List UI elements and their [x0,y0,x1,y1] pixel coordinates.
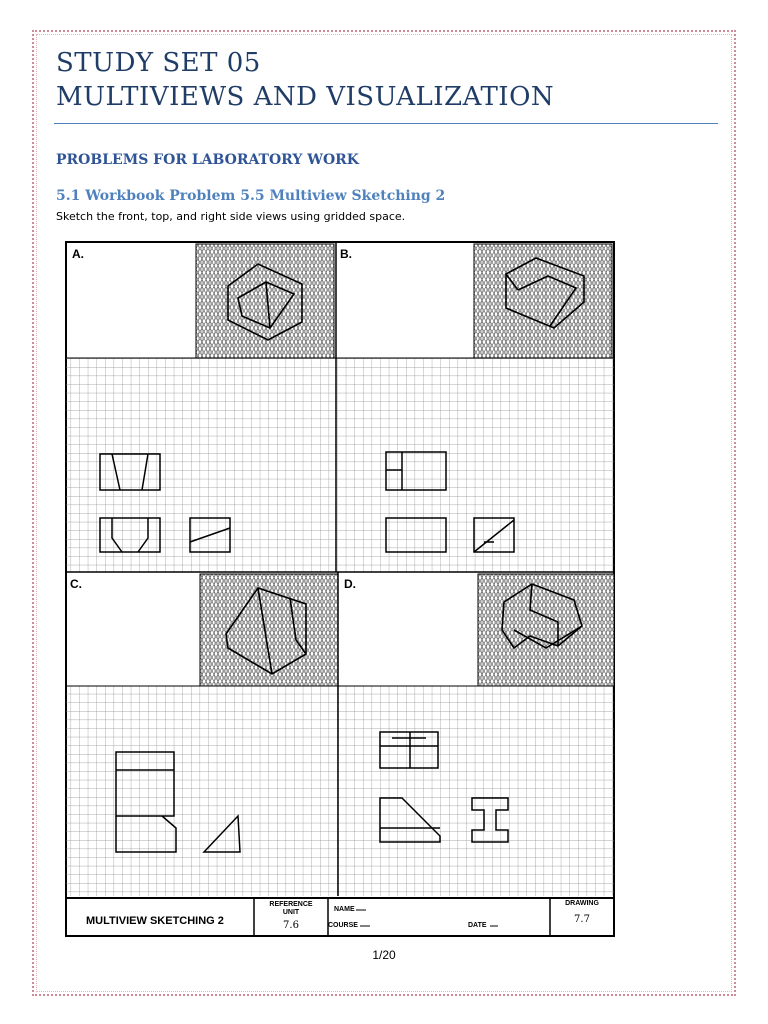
grid-area-top [66,358,614,572]
iso-panel-c [200,574,338,686]
title-line-1: STUDY SET 05 [56,48,261,78]
iso-panel-a [196,244,334,358]
instruction-text: Sketch the front, top, and right side views using gridded space. [56,210,406,223]
title-block-reference-label: REFERENCE [269,901,313,908]
iso-panel-d [478,574,614,686]
grid-area-bottom [66,686,614,896]
title-block-name-label: NAME [334,906,355,913]
title-block-reference-value: 7.6 [283,920,299,931]
quadrant-label-c: C. [70,577,82,591]
title-block-date-label: DATE [468,922,487,929]
title-block-course-label: COURSE [328,922,358,929]
problem-heading: 5.1 Workbook Problem 5.5 Multiview Sketching 2 [56,188,446,204]
title-rule [54,123,718,124]
title-block-drawing-value: 7.7 [574,914,590,925]
page-title [56,46,554,114]
title-block-unit-label: UNIT [282,909,300,916]
title-block-sheet-title: MULTIVIEW SKETCHING 2 [86,915,224,927]
page-number: 1/20 [372,948,396,962]
quadrant-label-a: A. [72,247,84,261]
quadrant-label-b: B. [340,247,352,261]
worksheet-figure [62,238,618,942]
worksheet-svg [62,238,618,938]
section-heading: PROBLEMS FOR LABORATORY WORK [56,152,359,168]
title-block-drawing-label: DRAWING [565,900,599,907]
title-line-2: MULTIVIEWS AND VISUALIZATION [56,82,555,112]
quadrant-label-d: D. [344,577,356,591]
